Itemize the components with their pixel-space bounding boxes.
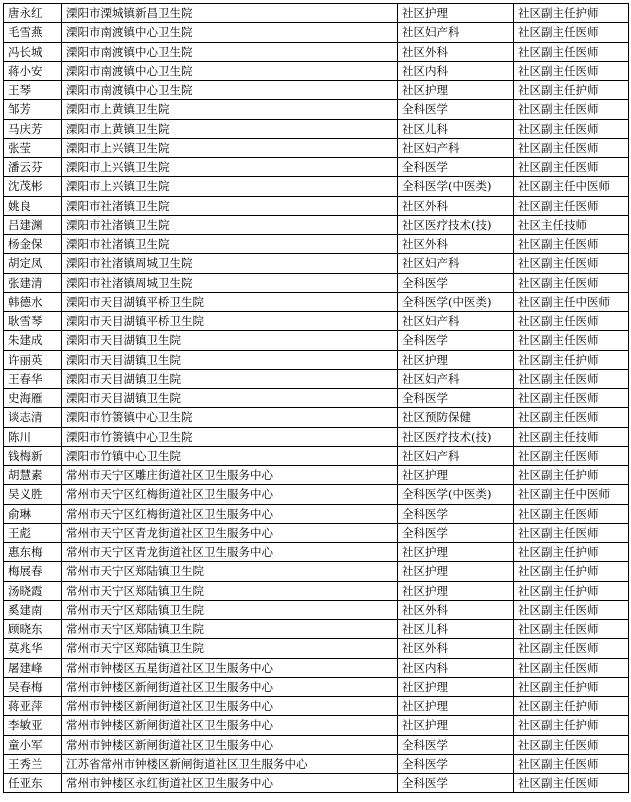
specialty-cell: 社区护理 [398, 716, 514, 735]
name-cell: 邹芳 [4, 100, 62, 119]
title-cell: 社区副主任医师 [514, 235, 629, 254]
institution-cell: 溧阳市天目湖镇卫生院 [62, 369, 398, 388]
name-cell: 王秀兰 [4, 754, 62, 773]
table-row [4, 81, 629, 100]
specialty-cell: 社区护理 [398, 466, 514, 485]
institution-cell: 溧阳市社渚镇卫生院 [62, 215, 398, 234]
table-row [4, 523, 629, 542]
name-cell: 朱建成 [4, 331, 62, 350]
institution-cell: 江苏省常州市钟楼区新闸街道社区卫生服务中心 [62, 754, 398, 773]
table-row [4, 446, 629, 465]
institution-cell: 溧阳市南渡镇中心卫生院 [62, 61, 398, 80]
title-cell: 社区副主任技师 [514, 427, 629, 446]
institution-cell: 常州市钟楼区新闸街道社区卫生服务中心 [62, 697, 398, 716]
table-body [4, 4, 629, 793]
name-cell: 钱梅新 [4, 446, 62, 465]
name-cell: 潘云芬 [4, 158, 62, 177]
specialty-cell: 全科医学 [398, 523, 514, 542]
name-cell: 胡慧素 [4, 466, 62, 485]
table-row [4, 42, 629, 61]
table-row [4, 254, 629, 273]
specialty-cell: 全科医学(中医类) [398, 485, 514, 504]
institution-cell: 溧阳市竹箦镇中心卫生院 [62, 408, 398, 427]
table-row [4, 562, 629, 581]
title-cell: 社区副主任护师 [514, 4, 629, 23]
table-row [4, 735, 629, 754]
name-cell: 吕建渊 [4, 215, 62, 234]
name-cell: 蒋小安 [4, 61, 62, 80]
institution-cell: 常州市天宁区郑陆镇卫生院 [62, 639, 398, 658]
specialty-cell: 全科医学(中医类) [398, 292, 514, 311]
name-cell: 王春华 [4, 369, 62, 388]
specialty-cell: 社区妇产科 [398, 312, 514, 331]
title-cell: 社区副主任医师 [514, 119, 629, 138]
table-row [4, 100, 629, 119]
table-row [4, 23, 629, 42]
table-row [4, 504, 629, 523]
name-cell: 王彪 [4, 523, 62, 542]
table-row [4, 350, 629, 369]
title-cell: 社区副主任护师 [514, 716, 629, 735]
title-cell: 社区副主任医师 [514, 658, 629, 677]
name-cell: 惠东梅 [4, 543, 62, 562]
title-cell: 社区副主任护师 [514, 677, 629, 696]
table-row [4, 235, 629, 254]
table-row [4, 177, 629, 196]
specialty-cell: 社区儿科 [398, 620, 514, 639]
name-cell: 沈茂彬 [4, 177, 62, 196]
name-cell: 张建清 [4, 273, 62, 292]
title-cell: 社区副主任护师 [514, 697, 629, 716]
table-row [4, 754, 629, 773]
title-cell: 社区副主任护师 [514, 581, 629, 600]
specialty-cell: 全科医学 [398, 735, 514, 754]
table-row [4, 600, 629, 619]
name-cell: 顾晓东 [4, 620, 62, 639]
institution-cell: 常州市天宁区青龙街道社区卫生服务中心 [62, 543, 398, 562]
name-cell: 童小军 [4, 735, 62, 754]
table-row [4, 466, 629, 485]
institution-cell: 溧阳市竹箦镇中心卫生院 [62, 427, 398, 446]
title-cell: 社区副主任医师 [514, 523, 629, 542]
institution-cell: 溧阳市上兴镇卫生院 [62, 158, 398, 177]
table-row [4, 677, 629, 696]
institution-cell: 溧阳市社渚镇周城卫生院 [62, 254, 398, 273]
specialty-cell: 全科医学(中医类) [398, 177, 514, 196]
specialty-cell: 社区护理 [398, 697, 514, 716]
specialty-cell: 全科医学 [398, 158, 514, 177]
name-cell: 任亚东 [4, 774, 62, 793]
name-cell: 奚建南 [4, 600, 62, 619]
specialty-cell: 社区外科 [398, 600, 514, 619]
specialty-cell: 社区妇产科 [398, 138, 514, 157]
specialty-cell: 社区妇产科 [398, 369, 514, 388]
title-cell: 社区副主任医师 [514, 504, 629, 523]
table-row [4, 158, 629, 177]
table-row [4, 543, 629, 562]
specialty-cell: 社区内科 [398, 658, 514, 677]
name-cell: 姚良 [4, 196, 62, 215]
institution-cell: 常州市天宁区红梅街道社区卫生服务中心 [62, 485, 398, 504]
name-cell: 许丽英 [4, 350, 62, 369]
title-cell: 社区副主任医师 [514, 196, 629, 215]
title-cell: 社区副主任医师 [514, 774, 629, 793]
institution-cell: 溧阳市天目湖镇平桥卫生院 [62, 312, 398, 331]
institution-cell: 溧阳市天目湖镇卫生院 [62, 389, 398, 408]
title-cell: 社区副主任医师 [514, 138, 629, 157]
institution-cell: 常州市天宁区雕庄街道社区卫生服务中心 [62, 466, 398, 485]
title-cell: 社区副主任医师 [514, 408, 629, 427]
table-row [4, 716, 629, 735]
title-cell: 社区副主任医师 [514, 158, 629, 177]
table-row [4, 138, 629, 157]
specialty-cell: 社区外科 [398, 42, 514, 61]
institution-cell: 溧阳市南渡镇中心卫生院 [62, 81, 398, 100]
title-cell: 社区副主任医师 [514, 312, 629, 331]
name-cell: 陈川 [4, 427, 62, 446]
name-cell: 汤晓霞 [4, 581, 62, 600]
specialty-cell: 全科医学 [398, 774, 514, 793]
title-cell: 社区副主任护师 [514, 350, 629, 369]
specialty-cell: 社区护理 [398, 4, 514, 23]
institution-cell: 溧阳市竹镇中心卫生院 [62, 446, 398, 465]
specialty-cell: 社区护理 [398, 543, 514, 562]
institution-cell: 常州市天宁区郑陆镇卫生院 [62, 600, 398, 619]
table-row [4, 61, 629, 80]
table-row [4, 427, 629, 446]
table-row [4, 620, 629, 639]
table-row [4, 119, 629, 138]
table-row [4, 658, 629, 677]
table-row [4, 639, 629, 658]
institution-cell: 溧阳市社渚镇卫生院 [62, 235, 398, 254]
institution-cell: 常州市天宁区郑陆镇卫生院 [62, 562, 398, 581]
name-cell: 莫兆华 [4, 639, 62, 658]
institution-cell: 溧阳市社渚镇周城卫生院 [62, 273, 398, 292]
specialty-cell: 社区外科 [398, 639, 514, 658]
title-cell: 社区副主任医师 [514, 446, 629, 465]
specialty-cell: 社区医疗技术(技) [398, 427, 514, 446]
name-cell: 耿雪琴 [4, 312, 62, 331]
name-cell: 胡定凤 [4, 254, 62, 273]
specialty-cell: 全科医学 [398, 273, 514, 292]
institution-cell: 常州市钟楼区永红街道社区卫生服务中心 [62, 774, 398, 793]
specialty-cell: 社区妇产科 [398, 23, 514, 42]
title-cell: 社区副主任医师 [514, 600, 629, 619]
title-cell: 社区副主任医师 [514, 331, 629, 350]
specialty-cell: 社区外科 [398, 235, 514, 254]
personnel-table [3, 3, 629, 793]
table-row [4, 485, 629, 504]
specialty-cell: 社区儿科 [398, 119, 514, 138]
specialty-cell: 社区外科 [398, 196, 514, 215]
name-cell: 张莹 [4, 138, 62, 157]
title-cell: 社区副主任医师 [514, 254, 629, 273]
specialty-cell: 社区护理 [398, 677, 514, 696]
specialty-cell: 社区护理 [398, 81, 514, 100]
institution-cell: 溧阳市溧城镇新昌卫生院 [62, 4, 398, 23]
name-cell: 吴义胜 [4, 485, 62, 504]
title-cell: 社区副主任中医师 [514, 485, 629, 504]
name-cell: 王琴 [4, 81, 62, 100]
institution-cell: 常州市天宁区红梅街道社区卫生服务中心 [62, 504, 398, 523]
title-cell: 社区副主任医师 [514, 42, 629, 61]
institution-cell: 溧阳市上黄镇卫生院 [62, 100, 398, 119]
specialty-cell: 社区妇产科 [398, 254, 514, 273]
institution-cell: 溧阳市天目湖镇卫生院 [62, 331, 398, 350]
table-row [4, 215, 629, 234]
name-cell: 杨金保 [4, 235, 62, 254]
name-cell: 屠建峰 [4, 658, 62, 677]
name-cell: 马庆芳 [4, 119, 62, 138]
table-row [4, 389, 629, 408]
title-cell: 社区副主任中医师 [514, 177, 629, 196]
table-row [4, 312, 629, 331]
title-cell: 社区副主任医师 [514, 639, 629, 658]
title-cell: 社区主任技师 [514, 215, 629, 234]
institution-cell: 常州市天宁区郑陆镇卫生院 [62, 620, 398, 639]
name-cell: 吴春梅 [4, 677, 62, 696]
institution-cell: 溧阳市天目湖镇平桥卫生院 [62, 292, 398, 311]
title-cell: 社区副主任医师 [514, 735, 629, 754]
name-cell: 韩德水 [4, 292, 62, 311]
institution-cell: 溧阳市上黄镇卫生院 [62, 119, 398, 138]
specialty-cell: 全科医学 [398, 100, 514, 119]
table-row [4, 581, 629, 600]
title-cell: 社区副主任医师 [514, 273, 629, 292]
specialty-cell: 社区预防保健 [398, 408, 514, 427]
title-cell: 社区副主任护师 [514, 81, 629, 100]
institution-cell: 溧阳市上兴镇卫生院 [62, 177, 398, 196]
institution-cell: 溧阳市南渡镇中心卫生院 [62, 23, 398, 42]
table-row [4, 331, 629, 350]
table-row [4, 196, 629, 215]
institution-cell: 常州市钟楼区新闸街道社区卫生服务中心 [62, 716, 398, 735]
institution-cell: 常州市钟楼区新闸街道社区卫生服务中心 [62, 735, 398, 754]
specialty-cell: 社区护理 [398, 562, 514, 581]
specialty-cell: 社区护理 [398, 350, 514, 369]
table-row [4, 273, 629, 292]
institution-cell: 溧阳市上兴镇卫生院 [62, 138, 398, 157]
specialty-cell: 全科医学 [398, 754, 514, 773]
specialty-cell: 全科医学 [398, 389, 514, 408]
specialty-cell: 社区妇产科 [398, 446, 514, 465]
institution-cell: 常州市钟楼区新闸街道社区卫生服务中心 [62, 677, 398, 696]
institution-cell: 溧阳市南渡镇中心卫生院 [62, 42, 398, 61]
title-cell: 社区副主任医师 [514, 61, 629, 80]
name-cell: 唐永红 [4, 4, 62, 23]
title-cell: 社区副主任医师 [514, 100, 629, 119]
title-cell: 社区副主任医师 [514, 389, 629, 408]
table-row [4, 4, 629, 23]
name-cell: 谈志清 [4, 408, 62, 427]
specialty-cell: 全科医学 [398, 331, 514, 350]
table-row [4, 697, 629, 716]
institution-cell: 常州市天宁区郑陆镇卫生院 [62, 581, 398, 600]
institution-cell: 常州市天宁区青龙街道社区卫生服务中心 [62, 523, 398, 542]
title-cell: 社区副主任医师 [514, 23, 629, 42]
title-cell: 社区副主任护师 [514, 543, 629, 562]
table-row [4, 292, 629, 311]
specialty-cell: 社区内科 [398, 61, 514, 80]
title-cell: 社区副主任护师 [514, 466, 629, 485]
specialty-cell: 全科医学 [398, 504, 514, 523]
specialty-cell: 社区医疗技术(技) [398, 215, 514, 234]
institution-cell: 常州市钟楼区五星街道社区卫生服务中心 [62, 658, 398, 677]
name-cell: 蒋亚萍 [4, 697, 62, 716]
name-cell: 史海雁 [4, 389, 62, 408]
name-cell: 李敏亚 [4, 716, 62, 735]
institution-cell: 溧阳市社渚镇卫生院 [62, 196, 398, 215]
institution-cell: 溧阳市天目湖镇卫生院 [62, 350, 398, 369]
name-cell: 毛雪燕 [4, 23, 62, 42]
table-row [4, 774, 629, 793]
name-cell: 俞琳 [4, 504, 62, 523]
title-cell: 社区副主任医师 [514, 620, 629, 639]
title-cell: 社区副主任医师 [514, 369, 629, 388]
name-cell: 梅展春 [4, 562, 62, 581]
title-cell: 社区副主任护师 [514, 562, 629, 581]
title-cell: 社区副主任医师 [514, 754, 629, 773]
specialty-cell: 社区护理 [398, 581, 514, 600]
name-cell: 冯长城 [4, 42, 62, 61]
title-cell: 社区副主任中医师 [514, 292, 629, 311]
table-row [4, 408, 629, 427]
table-row [4, 369, 629, 388]
